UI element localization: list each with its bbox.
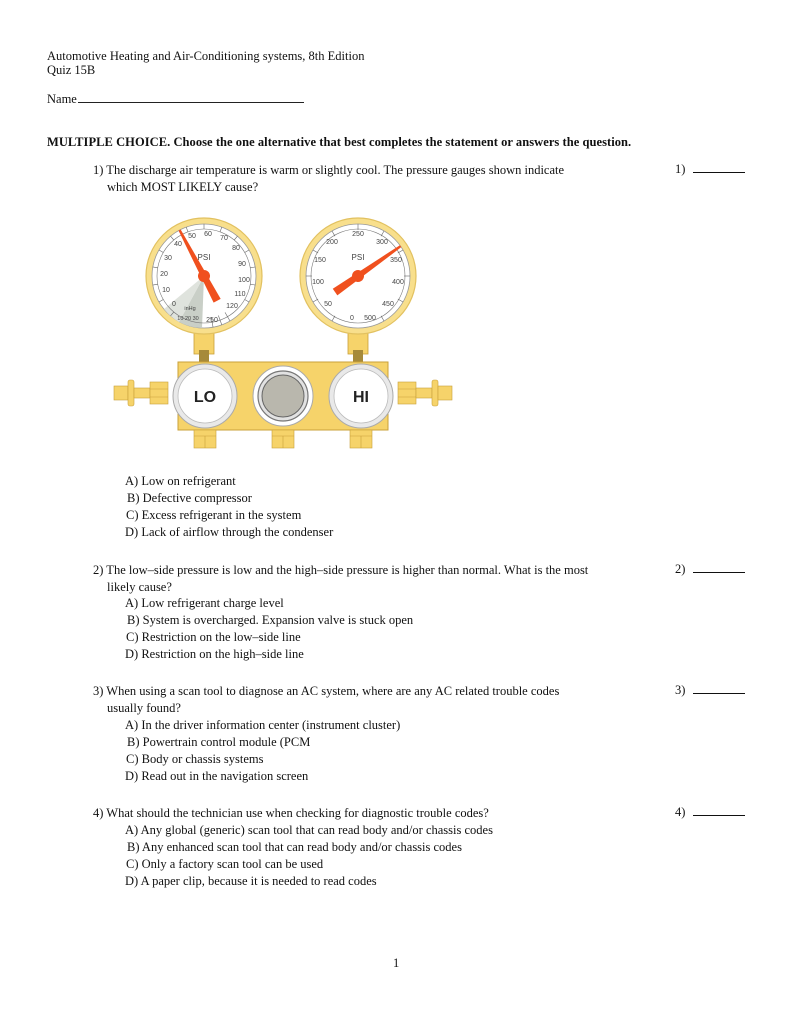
answer-line-2[interactable] (693, 562, 745, 573)
svg-text:50: 50 (324, 301, 332, 308)
answer-blank-1[interactable] (675, 162, 745, 177)
q2-option-c[interactable]: C) Restriction on the low–side line (126, 630, 301, 644)
svg-text:250: 250 (352, 231, 364, 238)
answer-blank-3[interactable] (675, 683, 745, 698)
svg-text:40: 40 (174, 241, 182, 248)
svg-text:20: 20 (160, 271, 168, 278)
svg-text:100: 100 (312, 279, 324, 286)
svg-text:400: 400 (392, 279, 404, 286)
q2-option-b[interactable]: B) System is overcharged. Expansion valve is stuck open (127, 613, 414, 627)
question-4-text-line1: 4) What should the technician use when checking for diagnostic trouble codes? (93, 806, 489, 820)
question-2-text-line1: 2) The low–side pressure is low and the high–side pressure is higher than normal. What is the most (93, 563, 589, 577)
svg-text:120: 120 (226, 303, 238, 310)
svg-text:PSI: PSI (197, 253, 211, 262)
q4-option-b[interactable]: B) Any enhanced scan tool that can read body and/or chassis codes (127, 840, 462, 854)
name-input-line[interactable] (78, 91, 304, 103)
instructions: MULTIPLE CHOICE. Choose the one alternative that best completes the statement or answers the question. (47, 135, 632, 149)
hi-valve-knob (329, 364, 393, 428)
q3-option-b[interactable]: B) Powertrain control module (PCM (127, 735, 311, 749)
manifold-gauge-figure (112, 214, 462, 464)
svg-text:300: 300 (376, 239, 388, 246)
right-hose-fitting (398, 380, 452, 406)
manifold-gauge-illustration (112, 214, 462, 464)
page-number: 1 (393, 956, 400, 970)
answer-line-1[interactable] (693, 162, 745, 173)
answer-label-2: 2) (675, 562, 686, 576)
q1-option-b[interactable]: B) Defective compressor (127, 491, 252, 505)
svg-text:90: 90 (238, 261, 246, 268)
answer-label-3: 3) (675, 683, 686, 697)
answer-line-4[interactable] (693, 805, 745, 816)
question-3-text-line2: usually found? (107, 701, 181, 715)
q1-option-d[interactable]: D) Lack of airflow through the condenser (125, 525, 334, 539)
svg-text:inHg: inHg (184, 306, 196, 312)
svg-text:30: 30 (164, 255, 172, 262)
course-title: Automotive Heating and Air-Conditioning systems, 8th Edition (47, 49, 365, 63)
answer-label-1: 1) (675, 162, 686, 176)
svg-text:100: 100 (238, 277, 250, 284)
question-2-text-line2: likely cause? (107, 580, 172, 594)
low-pressure-gauge (146, 218, 262, 334)
q4-option-a[interactable]: A) Any global (generic) scan tool that can read body and/or chassis codes (125, 823, 493, 837)
svg-text:250: 250 (206, 317, 218, 324)
answer-label-4: 4) (675, 805, 686, 819)
answer-blank-4[interactable] (675, 805, 745, 820)
svg-text:0: 0 (350, 315, 354, 322)
lo-valve-knob (173, 364, 237, 428)
q2-option-a[interactable]: A) Low refrigerant charge level (125, 596, 284, 610)
question-1-text-line1: 1) The discharge air temperature is warm or slightly cool. The pressure gauges shown indicate (93, 163, 565, 177)
svg-text:10 20 30: 10 20 30 (177, 316, 199, 322)
svg-text:350: 350 (390, 257, 402, 264)
high-pressure-gauge (300, 218, 416, 334)
q4-option-c[interactable]: C) Only a factory scan tool can be used (126, 857, 324, 871)
svg-text:10: 10 (162, 287, 170, 294)
svg-text:PSI: PSI (351, 253, 365, 262)
svg-text:60: 60 (204, 231, 212, 238)
svg-text:200: 200 (326, 239, 338, 246)
q3-option-a[interactable]: A) In the driver information center (instrument cluster) (125, 718, 401, 732)
q4-option-d[interactable]: D) A paper clip, because it is needed to read codes (125, 874, 377, 888)
svg-text:0: 0 (172, 301, 176, 308)
q3-option-d[interactable]: D) Read out in the navigation screen (125, 769, 309, 783)
svg-text:450: 450 (382, 301, 394, 308)
name-label: Name (47, 92, 77, 106)
name-field[interactable] (47, 91, 304, 107)
answer-line-3[interactable] (693, 683, 745, 694)
question-3-text-line1: 3) When using a scan tool to diagnose an AC system, where are any AC related trouble codes (93, 684, 560, 698)
q3-option-c[interactable]: C) Body or chassis systems (126, 752, 264, 766)
bottom-ports (194, 430, 372, 448)
svg-text:70: 70 (220, 235, 228, 242)
svg-text:150: 150 (314, 257, 326, 264)
quiz-label: Quiz 15B (47, 63, 96, 77)
left-hose-fitting (114, 380, 168, 406)
q2-option-d[interactable]: D) Restriction on the high–side line (125, 647, 304, 661)
svg-text:500: 500 (364, 315, 376, 322)
answer-blank-2[interactable] (675, 562, 745, 577)
q1-option-a[interactable]: A) Low on refrigerant (125, 474, 236, 488)
q1-option-c[interactable]: C) Excess refrigerant in the system (126, 508, 302, 522)
svg-text:110: 110 (234, 291, 246, 298)
svg-text:50: 50 (188, 233, 196, 240)
lo-knob-label: LO (193, 389, 217, 406)
svg-text:80: 80 (232, 245, 240, 252)
hi-knob-label: HI (353, 389, 369, 406)
sight-glass (253, 366, 313, 426)
question-1-text-line2: which MOST LIKELY cause? (107, 180, 259, 194)
